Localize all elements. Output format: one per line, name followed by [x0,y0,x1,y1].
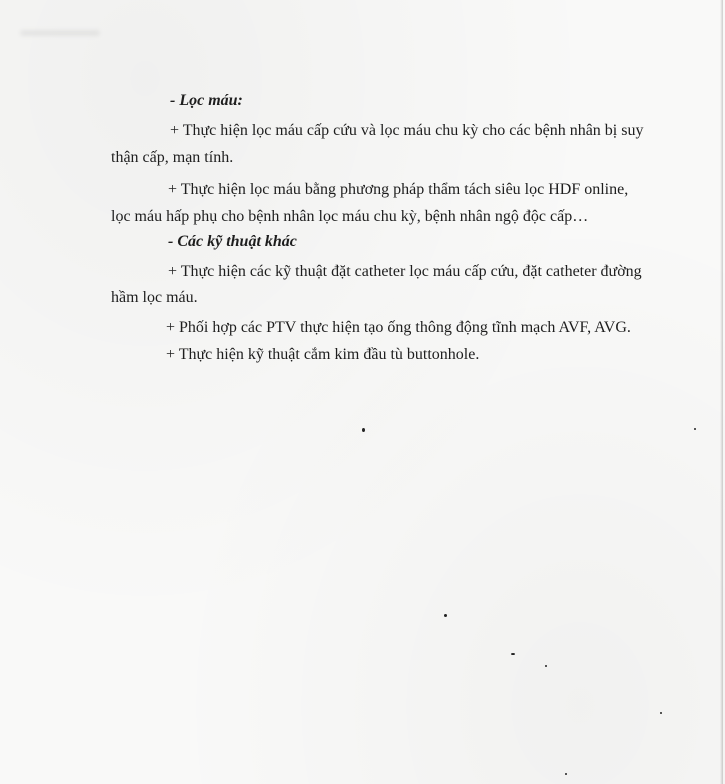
paragraph-line: + Thực hiện các kỹ thuật đặt catheter lọc máu cấp cứu, đặt catheter đường [168,263,642,280]
section-heading-cac-ky-thuat-khac: - Các kỹ thuật khác [168,233,297,250]
paragraph-line: + Phối hợp các PTV thực hiện tạo ống thông động tĩnh mạch AVF, AVG. [166,319,631,336]
scan-speck [511,653,515,655]
scan-speck [694,428,696,430]
scan-speck [545,665,547,667]
paragraph-line: lọc máu hấp phụ cho bệnh nhân lọc máu chu kỳ, bệnh nhân ngộ độc cấp… [111,208,589,225]
paragraph-line: hầm lọc máu. [111,289,198,306]
section-heading-loc-mau: - Lọc máu: [170,92,243,109]
scan-smudge [20,30,100,36]
scan-speck [362,428,365,432]
paragraph-line: + Thực hiện kỹ thuật cắm kim đầu tù buttonhole. [166,346,480,363]
scan-speck [444,614,447,617]
scan-speck [660,712,662,714]
paragraph-line: + Thực hiện lọc máu cấp cứu và lọc máu chu kỳ cho các bệnh nhân bị suy [170,122,644,139]
paragraph-line: + Thực hiện lọc máu bằng phương pháp thẩm tách siêu lọc HDF online, [168,181,629,198]
page-edge-shadow [720,0,723,784]
scan-speck [565,773,567,775]
paragraph-line: thận cấp, mạn tính. [111,149,234,166]
